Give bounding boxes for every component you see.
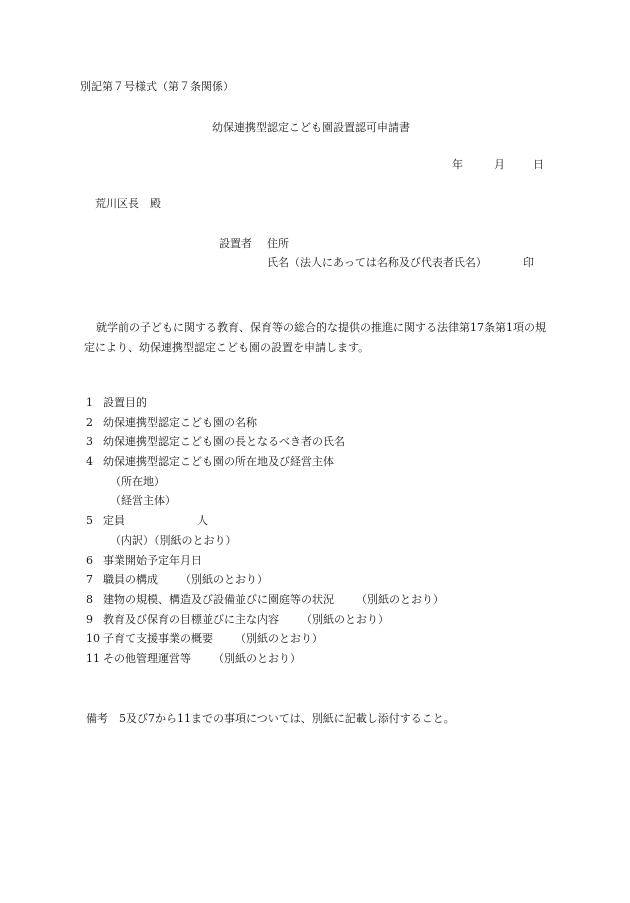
addressee: 荒川区長 殿 xyxy=(95,197,161,210)
item-label: 職員の構成 xyxy=(103,573,158,587)
list-item xyxy=(86,393,444,413)
document-title: 幼保連携型認定こども園設置認可申請書 xyxy=(212,121,410,134)
item-number: 8 xyxy=(86,592,93,606)
item-number: 9 xyxy=(86,612,93,626)
item-suffix: （別紙のとおり） xyxy=(235,632,323,646)
item-number: 3 xyxy=(86,435,93,449)
item-label: その他管理運営等 xyxy=(103,651,191,665)
applicant-role: 設置者 xyxy=(219,237,252,250)
date-year: 年 xyxy=(452,158,463,171)
item-suffix: （別紙のとおり） xyxy=(180,573,268,587)
applicant-name-label: 氏名（法人にあっては名称及び代表者氏名） xyxy=(267,256,487,269)
seal-mark: 印 xyxy=(523,256,534,269)
item-label: 幼保連携型認定こども園の所在地及び経営主体 xyxy=(103,455,334,469)
item-suffix: （別紙のとおり） xyxy=(301,612,389,626)
item-label: 幼保連携型認定こども園の長となるべき者の氏名 xyxy=(103,435,345,449)
list-sub-item xyxy=(86,491,444,511)
item-number: 1 xyxy=(86,396,93,409)
list-item xyxy=(86,590,444,610)
list-item xyxy=(86,452,444,472)
item-label: 定員 xyxy=(103,514,125,528)
list-item xyxy=(86,649,444,669)
item-label: 事業開始予定年月日 xyxy=(103,553,202,567)
list-item xyxy=(86,551,444,571)
date-line xyxy=(452,158,544,172)
item-label: 設置目的 xyxy=(103,396,147,409)
date-month: 月 xyxy=(494,158,505,171)
item-label: 幼保連携型認定こども園の名称 xyxy=(103,415,257,429)
item-number: 6 xyxy=(86,553,93,567)
item-number: 4 xyxy=(86,455,93,469)
item-label: （所在地） xyxy=(110,474,165,488)
item-number: 7 xyxy=(86,573,93,587)
application-statement: 就学前の子どもに関する教育、保育等の総合的な提供の推進に関する法律第17条第1項の規定により、幼保連携型認定こども園の設置を申請します。 xyxy=(84,321,546,354)
item-number: 10 xyxy=(86,632,100,646)
form-number: 別記第７号様式（第７条関係） xyxy=(80,80,234,93)
item-list xyxy=(86,393,444,669)
list-item xyxy=(86,610,444,630)
item-number: 11 xyxy=(86,651,100,665)
applicant-address-label: 住所 xyxy=(267,237,289,250)
item-suffix: （別紙のとおり） xyxy=(356,592,444,606)
list-sub-item xyxy=(86,472,444,492)
item-label: 教育及び保育の目標並びに主な内容 xyxy=(103,612,279,626)
item-label: 建物の規模、構造及び設備並びに園庭等の状況 xyxy=(103,592,334,606)
item-suffix: （別紙のとおり） xyxy=(213,651,301,665)
item-suffix: 人 xyxy=(197,514,208,528)
item-number: 5 xyxy=(86,514,93,528)
list-item xyxy=(86,629,444,649)
remark-note: 備考 5及び7から11までの事項については、別紙に記載し添付すること。 xyxy=(86,712,455,725)
item-label: 子育て支援事業の概要 xyxy=(103,632,213,646)
date-day: 日 xyxy=(533,158,544,171)
list-item xyxy=(86,570,444,590)
list-item xyxy=(86,432,444,452)
list-sub-item xyxy=(86,531,444,551)
list-item xyxy=(86,511,444,531)
list-item xyxy=(86,413,444,433)
item-label: （経営主体） xyxy=(110,494,176,508)
item-label: （内訳）（別紙のとおり） xyxy=(110,533,237,547)
item-number: 2 xyxy=(86,415,93,429)
